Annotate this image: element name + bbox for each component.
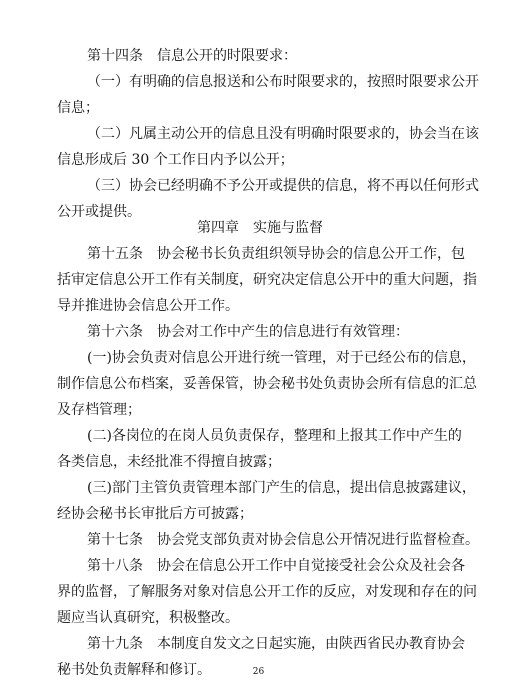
article-14-item-1-cont: 信息；	[57, 100, 99, 116]
article-19: 第十九条 本制度自发文之日起实施，由陕西省民办教育协会	[87, 636, 465, 652]
chapter-4-heading: 第四章 实施与监督	[197, 220, 323, 236]
article-18-cont-2: 题应当认真研究，积极整改。	[57, 610, 239, 626]
article-16-item-3-cont: 经协会秘书长审批后方可披露；	[57, 506, 253, 522]
article-14-item-3: （三）协会已经明确不予公开或提供的信息，将不再以任何形式	[87, 178, 479, 194]
article-18: 第十八条 协会在信息公开工作中自觉接受社会公众及社会各	[87, 558, 465, 574]
article-14-item-2: （二）凡属主动公开的信息且没有明确时限要求的，协会当在该	[87, 126, 479, 142]
article-16-item-1: (一)协会负责对信息公开进行统一管理，对于已经公布的信息，	[87, 350, 476, 366]
article-14-title: 第十四条 信息公开的时限要求：	[87, 48, 297, 64]
article-16-item-1-cont-1: 制作信息公布档案，妥善保管，协会秘书处负责协会所有信息的汇总	[57, 376, 477, 392]
article-14-item-3-cont: 公开或提供。	[57, 204, 141, 220]
article-15-cont-2: 导并推进协会信息公开工作。	[57, 298, 239, 314]
article-16-title: 第十六条 协会对工作中产生的信息进行有效管理：	[87, 324, 409, 340]
article-16-item-1-cont-2: 及存档管理；	[57, 402, 141, 418]
page-number: 26	[252, 667, 265, 677]
article-18-cont-1: 界的监督，了解服务对象对信息公开工作的反应，对发现和存在的问	[57, 584, 477, 600]
article-16-item-2-cont: 各类信息，未经批准不得擅自披露；	[57, 454, 281, 470]
article-14-item-2-cont: 信息形成后 30 个工作日内予以公开；	[57, 152, 294, 168]
article-15-cont-1: 括审定信息公开工作有关制度，研究决定信息公开中的重大问题，指	[57, 272, 477, 288]
article-16-item-2: (二)各岗位的在岗人员负责保存，整理和上报其工作中产生的	[87, 428, 462, 444]
article-16-item-3: (三)部门主管负责管理本部门产生的信息，提出信息披露建议，	[87, 480, 476, 496]
article-17: 第十七条 协会党支部负责对协会信息公开情况进行监督检查。	[87, 532, 479, 548]
article-19-cont: 秘书处负责解释和修订。	[57, 662, 211, 678]
article-15: 第十五条 协会秘书长负责组织领导协会的信息公开工作，包	[87, 246, 465, 262]
article-14-item-1: （一）有明确的信息报送和公布时限要求的，按照时限要求公开	[87, 74, 479, 90]
